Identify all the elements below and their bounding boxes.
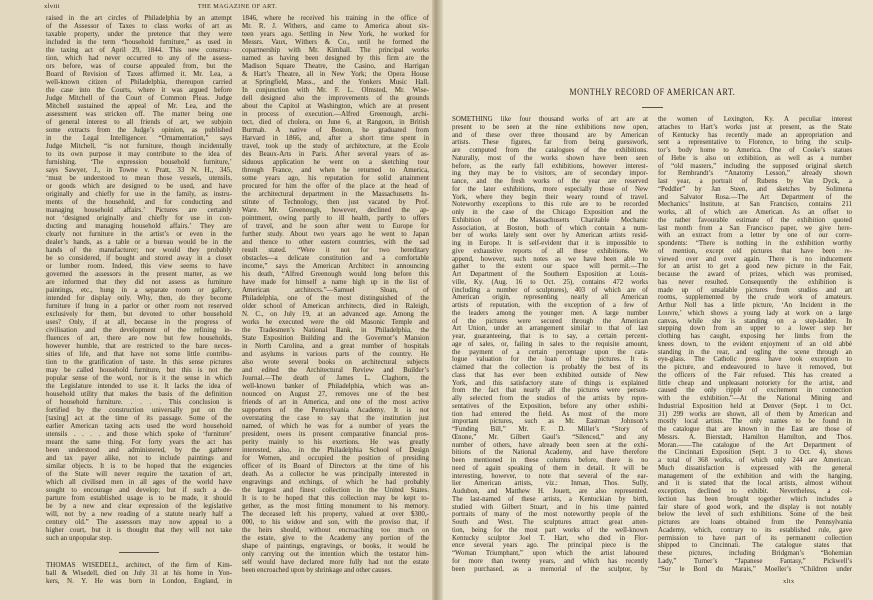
text-line: dealer’s hands, as a table or a bureau would be in the (46, 238, 232, 246)
section-heading-wrap (452, 82, 852, 100)
text-line: Much dissatisfaction is expressed with the general (658, 464, 852, 472)
text-line: and asylums in various parts of the country. He (242, 350, 429, 358)
text-line: caused the only ripple of excitement in connection (658, 387, 852, 395)
text-line: Exhibition of the Massachusetts Charitable Mechanic (452, 216, 648, 224)
text-line: interested, also, in the Philadelphia School of Design (242, 446, 429, 454)
text-line: and edited the Architectural Review and Builder’s (242, 366, 429, 374)
text-line: officer of its Board of Directors at the time of his (242, 462, 429, 470)
text-line: governed the assessors in the present matter, as we (46, 270, 232, 278)
article-text-block (242, 14, 429, 574)
text-line: and of these over three thousand are by American (452, 131, 648, 139)
text-line: clearly not furniture in the artist’s or even in the (46, 230, 232, 238)
text-line: ville, Ky. (Aug. 16 to Oct. 25), contains 472 works (452, 278, 648, 286)
text-line: assessment was stricken off. The matter being one (46, 110, 232, 118)
text-line: of the Assessor of Taxes to class works of art as (46, 22, 232, 30)
text-line: eye-glass. The Catholic press have took exception to (658, 356, 852, 364)
text-line: mostly local artists. The only names to be found in (658, 418, 852, 426)
text-line: [taxing] act at the time of its passage. Some of the (46, 414, 232, 422)
text-line: and tax payer alike, not to include paintings and (46, 454, 232, 462)
article-text-block (46, 561, 232, 585)
text-line: to its own purpose it may contribute to the idea of (46, 150, 232, 158)
text-line: been understood and administered, by the gatherer (46, 446, 232, 454)
text-line: the catalogue that are known in the East are those of (658, 426, 852, 433)
article-text-block (658, 116, 852, 573)
text-line: and Salvator Rosa.—The Art Department of the (658, 193, 852, 201)
text-line: canvas, while she is standing on a step-ladder. In (658, 317, 852, 325)
text-line: further study. About two years ago he went to Japan (242, 230, 429, 238)
text-line: will, not by a new reading of a statute nearly half a (46, 510, 232, 518)
text-line: uses? Only, if at all, because in the progress of (46, 318, 232, 326)
text-line: the Legislature intended to use it. It lacks the idea of (46, 382, 232, 390)
text-line: included in the term “household furniture,” as used in (46, 38, 232, 46)
text-line: at Springfield, Mass., and the Yonkers Music Hall. (242, 78, 429, 86)
text-line: perity mainly to his exertions. He was greatly (242, 438, 429, 446)
text-line: spondents: “There is nothing in the exhibition worthy (658, 240, 852, 247)
text-line: knees down, to the evident enjoyment of an old abbé (658, 340, 852, 348)
text-line: for more than twenty years, and which has recently (452, 557, 648, 565)
text-line: class that has ever been exhibited outside of New (452, 371, 648, 379)
text-line: lection has been brought together which includes a (658, 495, 852, 503)
text-line: income,” says the American Architect in announcing (242, 262, 429, 270)
text-line: not ‘designed originally and chiefly for use in con- (46, 214, 232, 222)
text-line: Lady,” Turner’s “Japanese Fantasy,” Pickwell’s (658, 557, 852, 565)
text-line: the heirs should, without encroaching too much on (242, 526, 429, 534)
text-line: utensils . . . . and those which spoke of ‘furniture’ (46, 430, 232, 438)
text-line: Naturally, most of the works shown have been seen (452, 154, 648, 162)
text-line: stepping down from an upper to a lower step her (658, 325, 852, 333)
text-line: or goods which are designed to be used, and have (46, 182, 232, 190)
text-line: works, all of which are American. As an offset to (658, 209, 852, 216)
text-line: Burmah. A native of Boston, he graduated from (242, 126, 429, 134)
text-line: these pictures, including Bridgman’s “Bohemian (658, 550, 852, 557)
text-line: rooms, supplemented by the crude work of amateurs. (658, 294, 852, 302)
text-line: for an artist to get a good new picture in the Fair, (658, 263, 852, 271)
text-line: been purchased, as a memorial of the sculptor, by (452, 565, 648, 573)
text-line: year, guaranteeing, that is to say, a certain percent- (452, 333, 648, 340)
left-page-column-2 (242, 14, 429, 574)
text-line: named as having been designed by this firm are the (242, 54, 429, 62)
text-line: (including a number of sculptures), 403 of which are of (452, 286, 648, 294)
text-line: claimed that the collection is probably the best of its (452, 364, 648, 371)
text-line: of household furniture. . . . . This conclusion is (46, 398, 232, 406)
text-line: or lumber room. Indeed, this view seems to have (46, 262, 232, 270)
text-line: with an extract from a letter by one of our corre- (658, 232, 852, 240)
text-line: Madison Square Theatre, the Casino, and Harrigan (242, 62, 429, 70)
text-line: artists. These figures, far from being guesswork, (452, 139, 648, 147)
right-page (443, 0, 873, 600)
text-line: present to be seen at the nine exhibitions now open, (452, 123, 648, 131)
text-line: travel, took up the study of architecture, at the Ecole (242, 142, 429, 150)
text-line: earlier American taxing acts used the word household (46, 422, 232, 430)
text-line: engravings and etchings, of which he had probably (242, 478, 429, 486)
text-line: portraits of many of the most noteworthy people of the (452, 511, 648, 519)
text-line: originally and chiefly for use in the family, as instru- (46, 190, 232, 198)
text-line: shipped to Cincinnati. The catalogue states that (658, 542, 852, 550)
text-line: the estate, give to the Academy any portion of the (242, 534, 429, 542)
text-line: the picture, and endeavoured to have it removed, but (658, 364, 852, 371)
text-line: popular sense of the word, nor is it the sense in which (46, 374, 232, 382)
text-line: furnishing. ‘The expression household furniture,’ (46, 158, 232, 166)
text-line: sities of life, and that have not some little contribu- (46, 350, 232, 358)
text-line: fluences of art, there are now but few households, (46, 334, 232, 342)
text-line: because the award of prizes, which was promised, (658, 271, 852, 278)
text-line: ally selected from the studios of the artists by repre- (452, 395, 648, 402)
text-line: bitions of the National Academy, and have therefore (452, 449, 648, 457)
text-line: nounced on August 27, removes one of the best (242, 390, 429, 398)
text-line: hands of the manufacturer; nor would they probably (46, 246, 232, 254)
book-gutter (432, 0, 443, 600)
text-line: American origin, representing nearly all American (452, 294, 648, 302)
text-line: Philadelphia, one of the most distinguished of the (242, 294, 429, 302)
left-page (0, 0, 432, 600)
text-line: the taxing act of April 29, 1844. This new construc- (46, 46, 232, 54)
text-line: the rather favourable estimate of the exhibition quoted (658, 216, 852, 224)
text-line: & Hart’s Theatre, all in New York; the Opera House (242, 70, 429, 78)
text-line: furniture if hung in a parlor or other room not reserved (46, 302, 232, 310)
text-line: through France, and when he returned to America, (242, 166, 429, 174)
text-line: parture from established usage is to be made, it should (46, 494, 232, 502)
text-line: dell designed also the improvements of the grounds (242, 94, 429, 102)
text-line: president, owes its present comparative financial pros- (242, 430, 429, 438)
text-line: well-known banker of Philadelphia, which was an- (242, 382, 429, 390)
text-line: procured for him the offer of the place at the head of (242, 182, 429, 190)
text-line: Art Department of the Southern Exposition at Louis- (452, 271, 648, 278)
text-line: It is to be hoped that this collection may be kept to- (242, 494, 429, 502)
text-line: exception, declined to exhibit. Nevertheless, a col- (658, 488, 852, 495)
text-line: Board of Revision of Taxes affirmed it. Mr. Lea, a (46, 70, 232, 78)
text-line: important pictures, such as Mr. Eastman Johnson’s (452, 418, 648, 426)
text-line: gether, as the most fitting monument to his memory. (242, 502, 429, 510)
text-line: ing they may be to visitors, are of secondary impor- (452, 170, 648, 178)
text-line: only in the case of the Chicago Exposition and the (452, 209, 648, 216)
text-line: about the Capitol at Washington, which are at present (242, 102, 429, 110)
text-line: exclusively for them, but devoted to other household (46, 310, 232, 318)
text-line: attaches to Hart’s works just at present, as the State (658, 123, 852, 131)
text-line: The last-named of these artists, a Kentuckian by birth, (452, 495, 648, 503)
text-line: taxable property, under the pretence that they were (46, 30, 232, 38)
text-line: well-known citizen of Philadelphia, thereupon carried (46, 78, 232, 86)
text-line: THOMAS WISEDELL, architect, of the firm of Kim- (46, 561, 232, 569)
text-line: obstacles—a delicate constitution and a comfortable (242, 254, 429, 262)
text-line: named, of which he was for a number of years the (242, 422, 429, 430)
text-line: supporters of the Pennsylvania Academy. It is not (242, 406, 429, 414)
text-line: the case into the Courts, where it was argued before (46, 86, 232, 94)
text-line: sentatives of the Exposition, before any other exhibi- (452, 402, 648, 410)
text-line: tion to the gratification of taste. In this sense pictures (46, 358, 232, 366)
text-line: from the fact that nearly all the pictures were person- (452, 387, 648, 395)
running-head-title: THE MAGAZINE OF ART. (197, 3, 278, 10)
text-line: been mentioned in these columns before, there is no (452, 457, 648, 464)
text-line: Judge Mitchell, “is not furniture, though incidentally (46, 142, 232, 150)
text-line: Kentucky sculptor Joel T. Hart, who died in Flor- (452, 534, 648, 542)
text-line: sent a representative to Florence, to bring the sculp- (658, 139, 852, 147)
text-line: need of again speaking of them in detail. It will be (452, 464, 648, 472)
text-line: the Cincinnati Exposition (Sept. 3 to Oct. 4), shows (658, 449, 852, 457)
text-line: works he executed were the old Masonic Temple and (242, 318, 429, 326)
text-line: tion, being for the most part works of the well-known (452, 526, 648, 534)
text-line: Audubon, and Matthew H. Jouett, are also represented. (452, 488, 648, 495)
text-line: of general interest to all friends of art, we subjoin (46, 118, 232, 126)
right-page-column-1 (452, 116, 648, 573)
text-line: artists of reputation, with the exception of a few of (452, 302, 648, 309)
text-line: Judge Mitchell of the Court of Common Pleas. Judge (46, 94, 232, 102)
text-line: pointment, owing partly to ill health, partly to offers (242, 214, 429, 222)
text-line: tect, died of cholera, on June 6, at Rangoon, in British (242, 118, 429, 126)
text-line: “Sur le Bord du Marais,” Moeller’s “Children under (658, 565, 852, 573)
text-line: “Woman Triumphant,” upon which the artist laboured (452, 550, 648, 557)
text-line: of “old masters,” including the supposed original sketch (658, 162, 852, 170)
text-line: “Funding Bill,” Mr. F. D. Millet’s “Story of (452, 426, 648, 433)
text-line: some extracts from the Judge’s opinion, as published (46, 126, 232, 134)
text-line: overstating the case to say that the institution just (242, 414, 429, 422)
text-line: N. C., on July 19, at an advanced age. Among the (242, 310, 429, 318)
text-line: also wrote several books on architectural subjects (242, 358, 429, 366)
text-line: the officers of the Fair refused. This has created a (658, 371, 852, 379)
text-line: Messrs. Vaux, Withers & Co., until he formed the (242, 38, 429, 46)
text-line: century old.” The assessors may now appeal to a (46, 518, 232, 526)
text-line: meant the same thing. For forty years the act has (46, 438, 232, 446)
text-line: des Beaux-Arts in Paris. After several years of as- (242, 150, 429, 158)
text-line: made up of unsalable pictures from studios and art (658, 286, 852, 294)
text-line: ball & Wisedell, died on July 31 at his home in Yon- (46, 569, 232, 577)
text-line: SOMETHING like four thousand works of art are at (452, 116, 648, 123)
page-number-right: xlix (783, 578, 795, 585)
text-line: shape of paintings, engravings, or books, it would be (242, 542, 429, 550)
text-line: however humble, that are restricted to the bare neces- (46, 342, 232, 350)
text-line: gather to the extent our space will permit.—The (452, 263, 648, 271)
text-line: studied with Gilbert Stuart, and in his time painted (452, 503, 648, 511)
text-line: similar objects. It is to be hoped that the exigencies (46, 462, 232, 470)
text-line: for Women, and occupied the position of presiding (242, 454, 429, 462)
text-line: ‘must be understood to mean those vessels, utensils, (46, 174, 232, 182)
text-line: below the level of such exhibitions. Some of the best (658, 511, 852, 519)
text-line: in process of execution.—Alfred Greenough, archi- (242, 110, 429, 118)
text-line: household utility that makes the basis of the definition (46, 390, 232, 398)
text-line: has never resulted. Consequently the exhibition is (658, 278, 852, 286)
text-line: raised in the art circles of Philadelphia by an attempt (46, 14, 232, 22)
text-line: a total of 368 works, of which only 244 are American. (658, 457, 852, 464)
text-line: give exhaustive reports of all these exhibitions. We (452, 247, 648, 255)
text-line: of travel, and he soon after went to Europe for (242, 222, 429, 230)
page-number-left: xlviii (44, 3, 60, 10)
text-line: kers, N. Y. He was born in London, England, in (46, 577, 232, 585)
section-divider (119, 552, 159, 553)
text-line: viewed over and over again. There is no inducement (658, 255, 852, 263)
text-line: lier American artists, viz.: Inman, Thos. Sully, (452, 480, 648, 488)
text-line: the women of Lexington, Ky. A peculiar interest (658, 116, 852, 123)
text-line: Ware. Mr. Greenough, however, declined the ap- (242, 206, 429, 214)
text-line: have made for himself a name high up in the list of (242, 278, 429, 286)
text-line: such an unpopular step. (46, 534, 113, 542)
text-line: last month from a San Francisco paper, we give here- (658, 224, 852, 232)
text-line: York, where they begin their weary round of travel. (452, 193, 648, 201)
text-line: fair share of good work, and the display is not notably (658, 503, 852, 511)
text-line: the Tradesmen’s National Bank, in Philadelphia, the (242, 326, 429, 334)
article-text-block (452, 116, 648, 573)
text-line: pictures are loans obtained from the Pennsylvania (658, 519, 852, 526)
text-line: Academy, which, contrary to its established rule, gave (658, 526, 852, 534)
text-line: be by a new and clear expression of the legislative (46, 502, 232, 510)
text-line: sought to encourage and develop; but if such a de- (46, 486, 232, 494)
text-line: State Exposition Building and the Governor’s Mansion (242, 334, 429, 342)
text-line: append, however, such notes as we have been able to (452, 255, 648, 263)
text-line: York, and this satisfactory state of things is explained (452, 379, 648, 387)
text-line: with the exhibition.”—At the National Mining and (658, 395, 852, 402)
text-line: in North Carolina, and a great number of hospitals (242, 342, 429, 350)
text-line: Louvre,’ which shows a young lady at work on a large (658, 309, 852, 317)
text-line: South and West. The sculptures attract great atten- (452, 519, 648, 526)
text-line: of mention, except old pictures that have been re- (658, 247, 852, 255)
text-line: logue valuation for the loan of the pictures. It is (452, 356, 648, 364)
heading-rule (642, 107, 663, 108)
text-line: higher court, but it is thought that they will not take (46, 526, 232, 534)
text-line: before, as the early fall exhibitions, however interest- (452, 162, 648, 170)
text-line: of the pictures were secured through the American (452, 317, 648, 325)
text-line: The deceased left his property, valued at over $300,- (242, 510, 429, 518)
text-line: 000, to his widow and son, with the proviso that, if (242, 518, 429, 526)
text-line: of the State will never require the taxation of art, (46, 470, 232, 478)
text-line: are computed from the catalogues of the exhibitions. (452, 147, 648, 154)
text-line: number of others, have already been seen at the exhi- (452, 441, 648, 449)
text-line: Journal.—The death of James L. Claghorn, the (242, 374, 429, 382)
text-line: Harvard in 1866, and, after a short time spent in (242, 134, 429, 142)
text-line: of Hebe is also on exhibition, as well as a number (658, 154, 852, 162)
text-line: self would have declared more fully had not the estate (242, 558, 429, 566)
text-line: death. As a collector he was principally interested in (242, 470, 429, 478)
text-line: result stated. “Were it not for two hereditary (242, 246, 429, 254)
text-line: fortified by the construction universally put on the (46, 406, 232, 414)
text-line: 1846, where he received his training in the office of (242, 14, 429, 22)
text-line: for Rembrandt’s “Anatomy Lesson,” already shown (658, 170, 852, 178)
text-line: Association, at Boston, both of which contain a num- (452, 224, 648, 232)
text-line: clothing has caught, exposing her limbs from the (658, 333, 852, 340)
text-line: Noteworthy exceptions to this rule are to be recorded (452, 201, 648, 209)
text-line: be so considered, if bought and stored away in a closet (46, 254, 232, 262)
text-line: paintings, etc., hung in a separate room or gallery, (46, 286, 232, 294)
text-line: tion had entered the field. As most of the more (452, 410, 648, 418)
text-line: the leaders among the younger men. A large number (452, 309, 648, 317)
text-line: 31) 299 works are shown, all of them by American and (658, 410, 852, 418)
text-line: “Peddler” by Jan Steen, and sketches by Solimena (658, 185, 852, 193)
text-line: teen years ago. Settling in New York, he worked for (242, 30, 429, 38)
text-line: may be called household furniture, but this is not the (46, 366, 232, 374)
text-line: tor’s body home to America. One of Cooke’s statues (658, 147, 852, 154)
text-line: managing household affairs.’ Pictures are certainly (46, 206, 232, 214)
text-line: interesting, however, to note that several of the ear- (452, 472, 648, 480)
text-line: permission to have part of its permanent collection (658, 534, 852, 542)
text-line: standing in the rear, and ogling the scene through an (658, 348, 852, 356)
text-line: the largest and finest collection in the United States. (242, 486, 429, 494)
text-line: ducting and managing household affairs.’ They are (46, 222, 232, 230)
text-line: the payment of a certain percentage upon the cata- (452, 348, 648, 356)
left-page-column-1 (46, 14, 232, 585)
text-line: says Sawyer, J., in Towne v. Pratt, 33 N. H., 345, (46, 166, 232, 174)
text-line: stitute of Technology, then just vacated by Prof. (242, 198, 429, 206)
text-line: siduous application he went on a sketching tour (242, 158, 429, 166)
text-line: ing in Europe. It is self-evident that it is impossible to (452, 240, 648, 247)
text-line: tance, and the fresh works of the year are reserved (452, 178, 648, 185)
text-line: the architectural department in the Massachusetts In- (242, 190, 429, 198)
text-line: ments of the household, and for conducting and (46, 198, 232, 206)
text-line: of Kentucky has recently made an appropriation and (658, 131, 852, 139)
text-line: Œnone,” Mr. Gilbert Gaul’s “Silenced,” and any (452, 433, 648, 441)
text-line: only carrying out the intention which the testator him- (242, 550, 429, 558)
section-heading: MONTHLY RECORD OF AMERICAN ART. (568, 88, 735, 98)
text-line: Mechanics’ Institute, at San Francisco, contains 211 (658, 201, 852, 209)
text-line: ber of works lately sent over by American artists resid- (452, 232, 648, 240)
text-line: are informed that they did not assess as furniture (46, 278, 232, 286)
text-line: American architects.”—Samuel Sloan, of (242, 286, 429, 294)
text-line: Mitchell sustained the appeal of Mr. Lea, and the (46, 102, 232, 110)
text-line: age of sales, or, failing in sales to the requisite amount, (452, 340, 648, 348)
text-line: Arthur Noll has a little picture, ‘An Incident in the (658, 302, 852, 309)
text-line: and thence to other eastern countries, with the sad (242, 238, 429, 246)
text-line: ors before, was of course appealed from, but the (46, 62, 232, 70)
text-line: Moran.——The catalogue of the Art Department of (658, 441, 852, 449)
text-line: his death, “Alfred Greenough would long before this (242, 270, 429, 278)
article-text-block (46, 14, 232, 542)
text-line: tion, which had never occurred to any of the assess- (46, 54, 232, 62)
right-page-column-2 (658, 116, 852, 573)
text-line: ence several years ago. The principal piece is the (452, 542, 648, 550)
text-line: older school of American architects, died in Raleigh, (242, 302, 429, 310)
text-line: Art Union, under an arrangement similar to that of last (452, 325, 648, 333)
text-line: Messrs. A. Bierstadt, Hamilton Hamilton, and Thos. (658, 433, 852, 441)
text-line: last year, a portrait of Rubens by Van Dyck, a (658, 178, 852, 185)
text-line: little cheap and unpleasant notoriety for the artist, and (658, 379, 852, 387)
text-line: management of the exhibition and with the hanging, (658, 472, 852, 480)
text-line: civilisation and the development of the refining in- (46, 326, 232, 334)
text-line: copartnership with Mr. Kimball. The principal works (242, 46, 429, 54)
text-line: been encroached upon by shrinkage and other causes. (242, 566, 393, 574)
text-line: Mr. R. J. Withers, and came to America about six- (242, 22, 429, 30)
text-line: intended for display only. Why, then, do they become (46, 294, 232, 302)
text-line: some years ago, his reputation for solid attainment (242, 174, 429, 182)
text-line: Industrial Exposition held at Denver (Sept. 1 to Oct. (658, 402, 852, 410)
text-line: In conjunction with Mr. F. L. Olmsted, Mr. Wise- (242, 86, 429, 94)
text-line: friends of art in America, and one of the most active (242, 398, 429, 406)
text-line: in the Legal Intelligencer. “Ornamentation,” says (46, 134, 232, 142)
text-line: which all civilised men in all ages of the world have (46, 478, 232, 486)
text-line: and it is stated that the local artists, almost without (658, 480, 852, 488)
text-line: for the later exhibitions, more especially those of New (452, 185, 648, 193)
